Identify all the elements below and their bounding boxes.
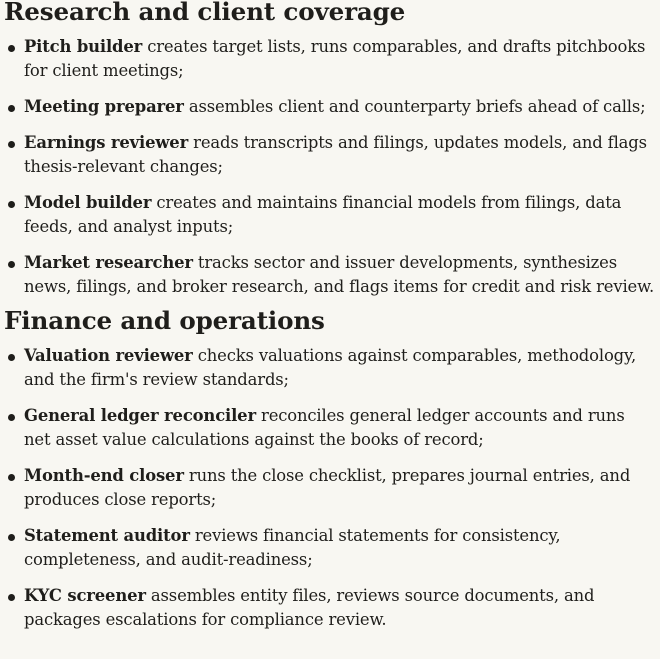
item-description: reviews financial statements for consistency, completeness, and audit-readiness;	[24, 526, 561, 569]
bullet-icon	[8, 201, 15, 208]
bullet-icon	[8, 354, 15, 361]
item-term: KYC screener	[24, 586, 146, 605]
bullet-icon	[8, 141, 15, 148]
item-description: runs the close checklist, prepares journal entries, and produces close reports;	[24, 466, 631, 509]
list-item-month-end-closer	[4, 464, 656, 512]
list-item-statement-auditor	[4, 524, 656, 572]
item-term: Model builder	[24, 193, 152, 212]
item-description: creates and maintains financial models from filings, data feeds, and analyst inputs;	[24, 193, 622, 236]
item-term: Market researcher	[24, 253, 193, 272]
list-item-valuation-reviewer	[4, 344, 656, 392]
bullet-icon	[8, 105, 15, 112]
item-description: creates target lists, runs comparables, and drafts pitchbooks for client meetings;	[24, 37, 646, 80]
bullet-icon	[8, 474, 15, 481]
list-item-meeting-preparer	[4, 95, 656, 119]
item-term: Valuation reviewer	[24, 346, 193, 365]
item-description: assembles entity files, reviews source documents, and packages escalations for compliance review.	[24, 586, 595, 629]
finance-list	[4, 344, 656, 632]
list-item-kyc-screener	[4, 584, 656, 632]
list-item-model-builder	[4, 191, 656, 239]
bullet-icon	[8, 261, 15, 268]
research-list	[4, 35, 656, 299]
bullet-icon	[8, 45, 15, 52]
item-term: Earnings reviewer	[24, 133, 189, 152]
item-term: Month-end closer	[24, 466, 184, 485]
bullet-icon	[8, 594, 15, 601]
bullet-icon	[8, 414, 15, 421]
item-description: checks valuations against comparables, methodology, and the firm's review standards;	[24, 346, 637, 389]
item-description: reconciles general ledger accounts and runs net asset value calculations against the books of record;	[24, 406, 625, 449]
section-heading-research: Research and client coverage	[4, 0, 406, 26]
item-description: reads transcripts and filings, updates models, and flags thesis-relevant changes;	[24, 133, 647, 176]
list-item-market-researcher	[4, 251, 656, 299]
list-item-earnings-reviewer	[4, 131, 656, 179]
section-heading-finance: Finance and operations	[4, 306, 325, 335]
list-item-pitch-builder	[4, 35, 656, 83]
item-term: Statement auditor	[24, 526, 190, 545]
item-term: General ledger reconciler	[24, 406, 256, 425]
item-term: Meeting preparer	[24, 97, 184, 116]
item-description: tracks sector and issuer developments, synthesizes news, filings, and broker research, and flags items for credit and risk review.	[24, 253, 655, 296]
item-term: Pitch builder	[24, 37, 143, 56]
list-item-general-ledger-reconciler	[4, 404, 656, 452]
bullet-icon	[8, 534, 15, 541]
item-description: assembles client and counterparty briefs ahead of calls;	[183, 97, 646, 116]
